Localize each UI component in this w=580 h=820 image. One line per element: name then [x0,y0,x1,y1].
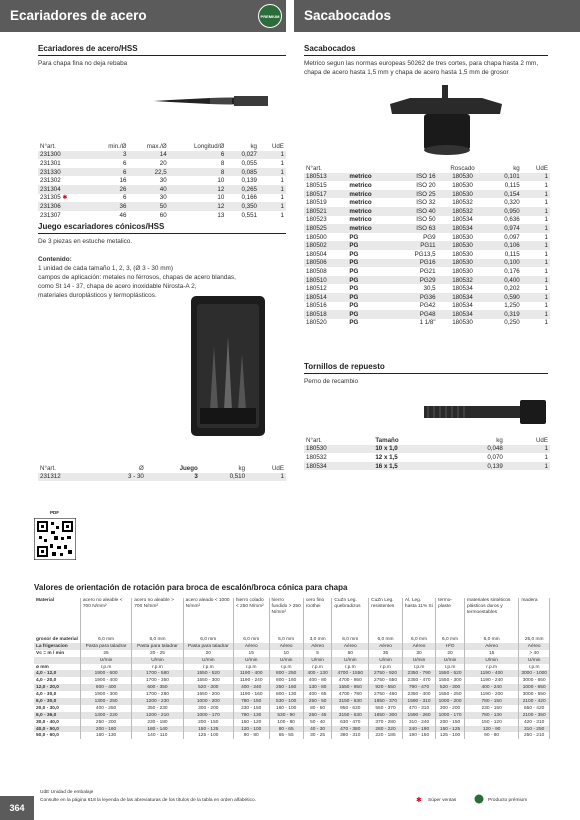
table-cell: Aéreo [369,643,403,650]
rpm-range: 1190 - 240 [464,677,518,684]
reamer-set-case-image [188,290,268,440]
rpm-range: 1550 - 520 [183,670,233,677]
rpm-range: 160 - 130 [80,732,131,739]
page-title-left: Ecariadores de acero [10,8,147,23]
diameter-range: 40,0 - 50,0 [34,726,80,733]
rpm-range: 2350 - 790 [402,670,435,677]
rotation-values-table [34,598,550,739]
super-sales-star-icon: ✱ [62,194,68,202]
hss-table: N°art. min./Ø max./Ø Longitud/Ø kg UdE 231300 3 14 6 0,027 1 231301 6 20 8 0,055 1 231330 6 22,5 8 0,085 1 231302 16 30 10 0,139 1 231304 26 40 12 0,265 1 231305 ✱ 6 30 10 0,166 1 231306 36 50 12 0,350 1 231307 46 60 13 0,551 1 [40,142,284,219]
juego-heading: Juego escariadores cónicos/HSS [38,222,286,234]
table-cell: 6,0 mm [332,636,369,643]
table-cell: acero aleado < 1000 N/mm² [183,598,233,636]
row-label: grosor de material [34,636,80,643]
tornillos-description: Perno de recambio [304,378,358,385]
rpm-range: 950 - 630 [332,705,369,712]
hss-description: Para chapa fina no deja rebaba [38,60,128,67]
rpm-range: 200 - 150 [436,719,465,726]
table-cell: 60 [332,650,369,657]
premium-badge: PREMIUM [258,4,282,28]
table-row [34,691,550,698]
table-cell: U/min [132,657,183,664]
table-cell: U/min [519,657,550,664]
footer-premium: Producto prémium [488,798,528,803]
rpm-range: 1200 - 210 [132,712,183,719]
rpm-range: 400 - 65 [303,691,332,698]
table-cell: cero fino roothei [303,598,332,636]
rpm-range: 300 - 200 [183,705,233,712]
rpm-range: 200 - 160 [80,726,131,733]
table-row: 180519 metrico ISO 32 180532 0,320 1 [306,199,548,207]
table-cell: 6,0 mm [369,636,403,643]
table-row: 180512 PG 30,5 180534 0,202 1 [306,285,548,293]
rpm-range: 3150 - 630 [332,698,369,705]
rpm-range: 125 - 100 [436,732,465,739]
rpm-range: 230 - 180 [132,719,183,726]
table-row: 180514 PG PG36 180534 0,590 1 [306,293,548,301]
row-label: La frigeracion [34,643,80,650]
table-row: 180508 PG PG21 180530 0,176 1 [306,267,548,275]
rpm-range: 1550 - 250 [436,691,465,698]
rpm-range: 1190 - 200 [464,691,518,698]
rpm-range: 3000 - 1000 [519,670,550,677]
qr-code-icon[interactable] [34,518,76,560]
contenido-line: campos de aplicación: metales no férrosos, chapas de acero blandas, [38,274,236,281]
table-cell: 5 [303,650,332,657]
rpm-range: 150 - 125 [436,726,465,733]
rpm-range: 400 - 250 [80,705,131,712]
table-row: 180510 PG PG29 180532 0,400 1 [306,276,548,284]
table-cell: r.p.m [402,664,435,671]
rpm-range: 780 - 130 [233,712,269,719]
table-cell: U/min [269,657,303,664]
rpm-range: 400 - 240 [464,684,518,691]
rpm-range: 250 - 50 [303,698,332,705]
rpm-range: 1000 - 200 [436,698,465,705]
rpm-range: 220 - 185 [369,732,403,739]
diameter-range: 30,0 - 40,0 [34,719,80,726]
table-cell: CuZn Leg. resistentes [369,598,403,636]
rpm-range: 420 - 310 [519,719,550,726]
table-cell: Pasta para taladrar [132,643,183,650]
rpm-range: 600 - 350 [132,684,183,691]
table-row [34,732,550,739]
tornillos-table: N°art. Tamaño kg UdE 180530 10 x 1,0 0,048 1 180532 12 x 1,5 0,070 1 180534 16 x 1,5 0,139 1 [306,436,548,470]
table-cell: r.p.m [519,664,550,671]
page-title-right: Sacabocados [304,8,392,23]
table-cell: r.p.m [303,664,332,671]
table-cell: U/min [402,657,435,664]
table-row [34,705,550,712]
rpm-range: 150 - 120 [464,719,518,726]
footer-super-sales: Súper ventas [428,798,457,803]
table-row [34,643,550,650]
rpm-range: 4700 - 950 [332,677,369,684]
rpm-range: 1000 - 650 [519,684,550,691]
tornillos-heading: Tornillos de repuesto [304,362,548,374]
rpm-range: 1590 - 260 [402,712,435,719]
rpm-range: 90 - 80 [233,732,269,739]
table-cell: 20 [183,650,233,657]
table-row: 180530 10 x 1,0 0,048 1 [306,445,548,453]
rpm-range: 1000 - 200 [183,698,233,705]
rpm-range: 470 - 310 [402,705,435,712]
pdf-label: PDF [50,510,59,515]
step-drill-image [150,76,270,126]
rpm-range: 80 - 50 [303,705,332,712]
rpm-range: 65 - 55 [269,732,303,739]
table-cell: 25 [80,650,131,657]
table-cell: U/min [233,657,269,664]
table-cell: 6,0 mm [233,636,269,643]
table-cell: materiales sintéticos plásticos duros y termoestables [464,598,518,636]
rpm-range: 100 - 80 [269,719,303,726]
rpm-range: 90 - 80 [464,732,518,739]
rpm-range: 630 - 470 [332,719,369,726]
rpm-range: 310 - 250 [519,726,550,733]
rpm-range: 30 - 25 [303,732,332,739]
rpm-range: 920 - 550 [369,684,403,691]
table-cell: Al. Leg. hasta 11% Si [402,598,435,636]
table-cell: Pasta para taladrar [80,643,131,650]
rpm-range: 780 - 150 [233,698,269,705]
diameter-range: 6,0 - 30,0 [34,698,80,705]
table-cell: U/min [183,657,233,664]
row-label: Material [34,598,80,636]
rpm-range: 1000 - 170 [436,712,465,719]
rpm-range: 1900 - 300 [80,691,131,698]
table-cell: r.p.m [464,664,518,671]
rpm-range: 250 - 45 [303,712,332,719]
rpm-range: 780 - 130 [464,712,518,719]
rpm-range: 1190 - 400 [233,670,269,677]
rpm-range: 3150 - 530 [332,712,369,719]
table-row [34,684,550,691]
rpm-range: 1000 - 170 [183,712,233,719]
footer-legend: Consulte en la página 618 la leyenda de las abreviaturas de los títulos de la tabla en orden alfabético. [40,798,257,803]
table-row: 231306 36 50 12 0,350 1 [40,202,284,210]
table-row: 180516 PG PG42 180534 1,250 1 [306,302,548,310]
table-cell: r.p.m [132,664,183,671]
rpm-range: 1590 - 310 [402,698,435,705]
table-cell: 6,0 mm [464,636,518,643]
footer-ude: UdE Unidad de embalaje [40,790,94,795]
table-cell: Aéreo [269,643,303,650]
table-cell: acero no aleable < 700 N/mm² [80,598,131,636]
rpm-range: 200 - 150 [183,719,233,726]
rpm-range: 180 - 140 [132,726,183,733]
rpm-range: 1200 - 230 [132,698,183,705]
rpm-range: 2100 - 420 [519,698,550,705]
table-cell: U/min [303,657,332,664]
contenido-line: 1 unidad de cada tamaño 1, 2, 3, (Ø 3 - 30 mm) [38,265,173,272]
rpm-range: 120 - 100 [233,726,269,733]
diameter-range: 4,0 - 12,0 [34,670,80,677]
table-cell: r.p.m [332,664,369,671]
table-row: 231300 3 14 6 0,027 1 [40,151,284,159]
table-row: 180532 12 x 1,5 0,070 1 [306,453,548,461]
table-cell: 6,0 mm [132,636,183,643]
rpm-range: 800 - 130 [269,691,303,698]
diameter-range: 12,0 - 20,0 [34,684,80,691]
table-row: 180502 PG PG11 180530 0,106 1 [306,242,548,250]
rpm-range: 350 - 230 [132,705,183,712]
rpm-range: 1550 - 300 [436,677,465,684]
rpm-range: 530 - 100 [269,698,303,705]
rpm-range: 2350 - 470 [402,677,435,684]
sacabocados-description: Metrico segun las normas europeas 50262 de tres cortes, para chapa hasta 2 mm, chapa de acero hasta 1,5 mm y chapa de acero hasta 1,5 mm de grosor [304,60,539,76]
rpm-range: 160 - 100 [269,705,303,712]
rpm-range: 550 - 370 [369,705,403,712]
table-row: 180506 PG PG16 180530 0,100 1 [306,259,548,267]
rpm-range: 1550 - 950 [332,684,369,691]
diameter-range: 50,0 - 60,0 [34,732,80,739]
table-cell: 6,0 mm [80,636,131,643]
rpm-range: 4700 - 1550 [332,670,369,677]
diameter-range: 4,0 - 20,0 [34,677,80,684]
rpm-range: 790 - 470 [402,684,435,691]
rpm-range: 150 - 120 [233,719,269,726]
table-row: 180521 metrico ISO 40 180532 0,950 1 [306,207,548,215]
rpm-range: 520 - 300 [183,684,233,691]
rpm-range: 300 - 200 [436,705,465,712]
table-row [34,636,550,643]
rpm-range: 1850 - 300 [369,712,403,719]
rpm-range: 1700 - 350 [132,677,183,684]
table-cell: U/min [332,657,369,664]
rpm-range: 470 - 380 [332,726,369,733]
table-row: 231330 6 22,5 8 0,085 1 [40,168,284,176]
rpm-range: 1550 - 520 [436,670,465,677]
table-cell: Aéreo [519,643,550,650]
rpm-range: 150 - 125 [183,726,233,733]
rpm-range: 1190 - 160 [233,691,269,698]
knockout-punch-image [382,80,512,160]
table-cell: Pasta para taladrar [183,643,233,650]
rpm-range: 1190 - 240 [233,677,269,684]
rpm-range: 1550 - 300 [183,677,233,684]
rpm-range: 400 - 130 [303,670,332,677]
table-cell: U/min [80,657,131,664]
table-row: 231307 46 60 13 0,551 1 [40,211,284,219]
table-row: 180513 metrico ISO 16 180530 0,101 1 [306,173,548,181]
table-row [34,719,550,726]
table-row [34,712,550,719]
table-cell: termo-plaste [436,598,465,636]
table-cell: Aéreo [233,643,269,650]
table-cell: r.p.m [436,664,465,671]
rpm-range: 530 - 90 [269,712,303,719]
sacabocados-table: N°art. Roscado kg UdE 180513 metrico ISO 16 180530 0,101 1 180515 metrico ISO 20 180530 0,115 1 180517 metrico ISO 25 180530 0,154 1 180519 metrico ISO 32 180532 0,320 1 180521 metrico ISO 40 180532 0,950 1 180523 metrico ISO 50 180534 0,636 1 180525 metrico ISO 63 180534 0,974 1 180500 PG PG9 180530 0,097 1 180502 PG PG11 180530 0,106 1 180504 PG PG13,5 180530 0,115 1 180506 PG PG16 180530 0,100 1 180508 PG PG21 180530 0,176 1 180510 PG PG29 180532 0,400 1 180512 PG 30,5 180534 0,202 1 180514 PG PG36 180534 0,590 1 180516 PG PG42 180534 1,250 1 180518 PG PG48 180534 0,319 1 180520 PG 1 1/8" 180530 0,250 1 [306,164,548,327]
table-row [34,726,550,733]
table-cell: 6,0 mm [402,636,435,643]
table-row: 231302 16 30 10 0,139 1 [40,177,284,185]
row-label: Vc = m / min [34,650,80,657]
rpm-range: 125 - 100 [183,732,233,739]
rpm-range: 120 - 90 [464,726,518,733]
left-title-bar [0,0,286,32]
table-cell: r.p.m [183,664,233,671]
table-cell: Aéreo [464,643,518,650]
table-row [34,657,550,664]
rpm-range: 4700 - 780 [332,691,369,698]
rpm-range: 1190 - 400 [464,670,518,677]
rpm-range: 250 - 200 [80,719,131,726]
rpm-range: 2100 - 350 [519,712,550,719]
contenido-label: Contenido: [38,256,72,263]
super-sales-star-icon: ✱ [416,797,422,804]
diameter-range: 20,0 - 30,0 [34,705,80,712]
rpm-range: 3000 - 650 [519,677,550,684]
page-number: 364 [0,796,34,820]
table-cell: 6,0 mm [436,636,465,643]
table-row: 180520 PG 1 1/8" 180530 0,250 1 [306,319,548,327]
table-cell: Aéreo [332,643,369,650]
rpm-range: 1300 - 220 [80,712,131,719]
rpm-range: 1900 - 400 [80,677,131,684]
rpm-range: 230 - 150 [464,705,518,712]
rpm-range: 190 - 150 [402,732,435,739]
orientation-title: Valores de orientación de rotación para broca de escalón/broca cónica para chapa [34,583,348,592]
table-row [34,677,550,684]
premium-product-icon [474,794,484,804]
table-cell: 30 [402,650,435,657]
juego-table: N°art. Ø Juego kg UdE 231312 3 - 30 3 0,510 1 [40,464,284,481]
rpm-range: 3000 - 550 [519,691,550,698]
table-row: 231305 ✱ 6 30 10 0,166 1 [40,194,284,202]
table-row: 180504 PG PG13,5 180530 0,115 1 [306,250,548,258]
table-row: 231304 26 40 12 0,265 1 [40,185,284,193]
table-row [34,650,550,657]
table-row: 231312 3 - 30 3 0,510 1 [40,473,284,481]
table-row: 231301 6 20 8 0,055 1 [40,159,284,167]
table-cell: U/min [436,657,465,664]
replacement-bolt-image [420,392,550,432]
contenido-line: materiales duroplásticos y termoplásticos. [38,292,157,299]
hss-heading: Ecariadores de acero/HSS [38,44,286,56]
table-cell: r.p.m [269,664,303,671]
table-row [34,598,550,636]
table-cell: Aéreo [402,643,435,650]
rpm-range: 230 - 150 [233,705,269,712]
table-cell: 20 [436,650,465,657]
table-row: 180500 PG PG9 180530 0,097 1 [306,233,548,241]
rpm-range: 370 - 280 [369,719,403,726]
rpm-range: 800 - 250 [269,670,303,677]
table-row: 180523 metrico ISO 50 180534 0,636 1 [306,216,548,224]
rpm-range: 780 - 150 [464,698,518,705]
table-cell: r.p.m [369,664,403,671]
rpm-range: 2350 - 400 [402,691,435,698]
table-row: 180525 metrico ISO 63 180534 0,974 1 [306,224,548,232]
table-row [34,664,550,671]
rpm-range: 250 - 210 [519,732,550,739]
diameter-range: 4,0 - 30,0 [34,691,80,698]
table-cell: 15 [464,650,518,657]
rpm-range: 380 - 310 [332,732,369,739]
rpm-range: 40 - 30 [303,726,332,733]
table-cell: acero no aleable > 700 N/mm² [132,598,183,636]
table-row: 180515 metrico ISO 20 180530 0,115 1 [306,181,548,189]
rpm-range: 600 - 400 [80,684,131,691]
rpm-range: 2750 - 920 [369,670,403,677]
rpm-range: 310 - 240 [402,719,435,726]
table-row: 180518 PG PG48 180534 0,319 1 [306,310,548,318]
diameter-range: 6,0 - 36,0 [34,712,80,719]
rpm-range: 130 - 80 [303,684,332,691]
table-cell: 15 [233,650,269,657]
rpm-range: 520 - 300 [436,684,465,691]
table-cell: hierro fundido > 250 N/mm² [269,598,303,636]
right-title-bar [294,0,580,32]
table-cell: 25,0 mm [519,636,550,643]
table-row: 180517 metrico ISO 25 180530 0,154 1 [306,190,548,198]
rpm-range: 650 - 420 [519,705,550,712]
rpm-range: 1700 - 280 [132,691,183,698]
table-cell: U/min [464,657,518,664]
table-cell: Aéreo [303,643,332,650]
sacabocados-heading: Sacabocados [304,44,548,56]
rpm-range: 1900 - 600 [80,670,131,677]
table-cell: CuZn Leg. quebradizos [332,598,369,636]
rpm-range: 800 - 160 [269,677,303,684]
rpm-range: 50 - 40 [303,719,332,726]
rpm-range: 2750 - 550 [369,677,403,684]
table-cell: hierro colado < 250 N/mm² [233,598,269,636]
table-cell: r.p.m [233,664,269,671]
row-label [34,657,80,664]
rpm-range: 280 - 220 [369,726,403,733]
table-cell: H²O [436,643,465,650]
rpm-range: 1550 - 200 [183,691,233,698]
table-cell: U/min [369,657,403,664]
table-cell: 35 [369,650,403,657]
rpm-range: 400 - 80 [303,677,332,684]
table-cell: r.p.m [80,664,131,671]
table-cell: 20 - 25 [132,650,183,657]
rpm-range: 1700 - 580 [132,670,183,677]
rpm-range: 140 - 110 [132,732,183,739]
contenido-line: como St 14 - 37, chapa de acero inoxidable Nirosta-A 2, [38,283,197,290]
rpm-range: 240 - 190 [402,726,435,733]
table-cell: > 40 [519,650,550,657]
table-row [34,698,550,705]
table-row [34,670,550,677]
rpm-range: 80 - 65 [269,726,303,733]
rpm-range: 400 - 240 [233,684,269,691]
table-row: 180534 16 x 1,5 0,139 1 [306,462,548,470]
row-label: ø mm [34,664,80,671]
rpm-range: 250 - 160 [269,684,303,691]
table-cell: madera [519,598,550,636]
table-cell: 6,0 mm [183,636,233,643]
rpm-range: 1850 - 370 [369,698,403,705]
table-cell: 6,0 mm [269,636,303,643]
table-cell: 3,0 mm [303,636,332,643]
juego-description: De 3 piezas en estuche metalico. [38,238,133,245]
table-cell: 10 [269,650,303,657]
rpm-range: 2750 - 460 [369,691,403,698]
rpm-range: 1300 - 250 [80,698,131,705]
